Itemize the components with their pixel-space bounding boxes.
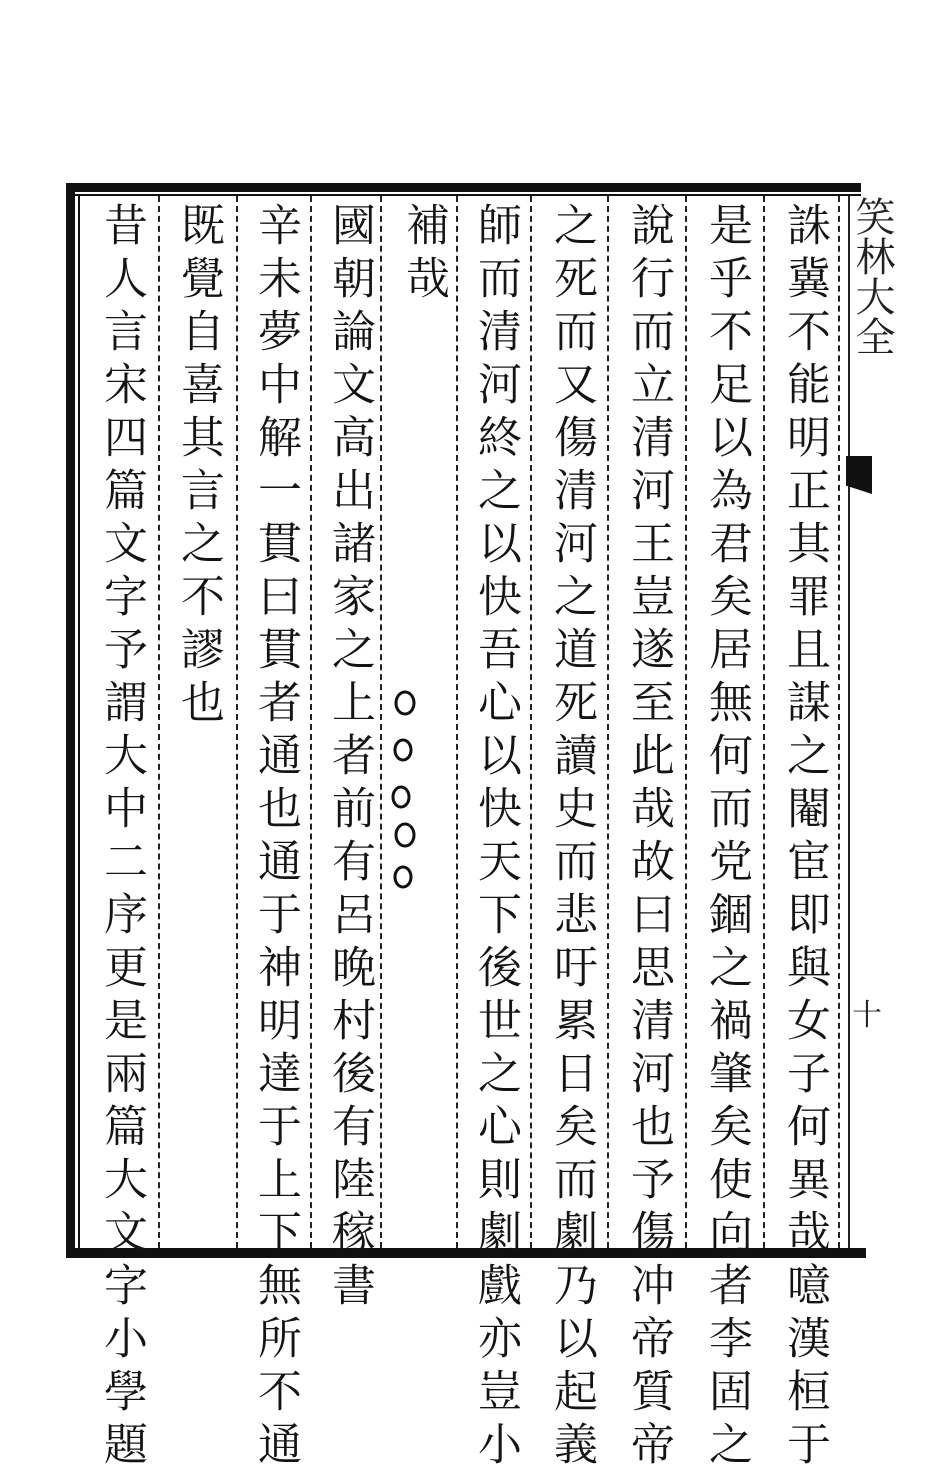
column-divider — [236, 196, 238, 1248]
column-text: 昔人言宋四篇文字予謂大中二序更是兩篇大文字小學題 — [96, 202, 147, 1474]
frame-left-inner-border — [78, 194, 80, 1250]
column-divider — [530, 196, 532, 1248]
text-column-9 — [165, 202, 231, 1248]
column-text: 既覺自喜其言之不謬也 — [173, 202, 224, 732]
column-text: 誅冀不能明正其罪且謀之閹宦即與女子何異哉噫漢桓于 — [779, 202, 830, 1474]
text-column-10 — [88, 202, 154, 1474]
frame-top-border — [66, 183, 861, 192]
column-divider — [838, 196, 840, 1248]
column-divider — [607, 196, 609, 1248]
text-column-8 — [242, 202, 308, 1474]
margin-page-number: 十 — [852, 998, 882, 1033]
column-text: 是乎不足以為君矣居無何而党錮之禍肇矣使向者李固之 — [701, 202, 752, 1474]
text-column-7 — [316, 202, 382, 1315]
frame-left-border — [66, 183, 75, 1258]
column-text: 辛未夢中解一貫曰貫者通也通于神明達于上下無所不通 — [250, 202, 301, 1474]
column-divider — [158, 196, 160, 1248]
margin-title-text: 笑林大全 — [849, 196, 895, 356]
column-text: 說行而立清河王豈遂至此哉故曰思清河也予傷冲帝質帝 — [623, 202, 674, 1474]
text-column-5 — [462, 202, 528, 1474]
frame-top-inner-border — [66, 194, 861, 196]
punctuation-circles — [385, 685, 425, 895]
column-text: 國朝論文高出諸家之上者前有呂晚村後有陸稼書 — [324, 202, 375, 1315]
column-divider — [310, 196, 312, 1248]
column-text: 之死而又傷清河之道死讀史而悲吁累日矣而劇乃以起義 — [546, 202, 597, 1474]
page-margin-column — [848, 196, 895, 1248]
text-column-3 — [615, 202, 681, 1474]
text-column-2 — [693, 202, 759, 1474]
column-divider — [763, 196, 765, 1248]
column-divider — [456, 196, 458, 1248]
column-text: 補哉 — [398, 202, 449, 308]
text-column-4 — [538, 202, 604, 1474]
column-divider — [685, 196, 687, 1248]
column-text: 師而清河終之以快吾心以快天下後世之心則劇戲亦豈小 — [470, 202, 521, 1474]
text-column-1 — [771, 202, 837, 1474]
